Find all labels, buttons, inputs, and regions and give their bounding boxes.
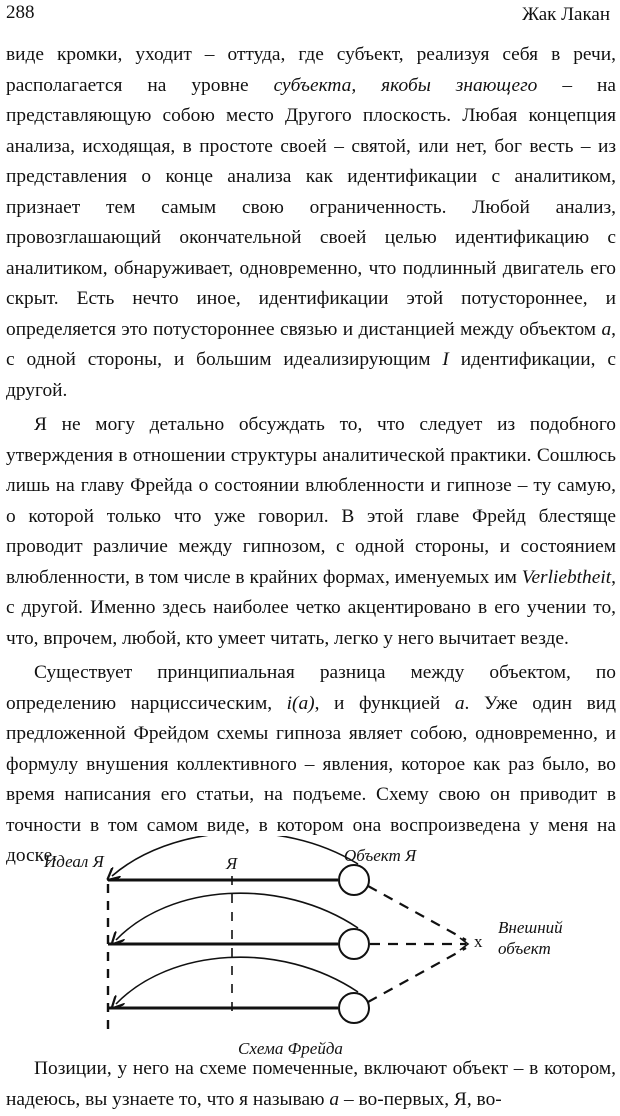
dash-to-x-top — [368, 886, 466, 940]
arc-middle — [116, 893, 358, 940]
text-run: , с другой. Именно здесь наиболее четко акцентировано в его учении то, что, впрочем, любой, кто умеет читать, легко у него вычитает везде. — [6, 566, 616, 649]
paragraph — [6, 40, 616, 406]
dash-to-x-bottom — [368, 948, 466, 1002]
italic-term: Verliebtheit — [521, 566, 612, 588]
italic-term: а — [329, 1088, 340, 1110]
text-run: идентификации, с другой. — [6, 349, 616, 401]
italic-term: а — [454, 692, 465, 714]
italic-term: i(a) — [286, 692, 315, 714]
italic-term: I — [442, 349, 449, 370]
text-run: – во-первых, Я, во- — [339, 1088, 502, 1110]
text-run: Я не могу детально обсуждать то, что следует из подобного утверждения в отношении структуры аналитической практики. Сошлюсь лишь на главу Фрейда о состоянии влюбленности и гипнозе – ту самую, о которой только что уже говорил. В этой главе Фрейд блестяще проводит различие между гипнозом, с одной стороны, и состоянием влюбленности, в том числе в крайних формах, именуемых им — [6, 414, 616, 588]
page-header — [0, 0, 620, 36]
page-number: 288 — [6, 2, 35, 23]
label-ego: Я — [226, 854, 238, 873]
object-circle-top — [339, 865, 369, 895]
running-head: Жак Лакан — [522, 4, 610, 25]
text-run: – на представляющую собою место Другого плоскость. Любая концепция анализа, исходящая, в простоте своей – святой, или нет, бог весть – из представления о конце анализа как идентификации с аналитиком, признает тем самым свою ограниченность. Любой анализ, провозглашающий окончательной своей целью идентификацию с аналитиком, обнаруживает, одновременно, что подлинный двигатель его скрыт. Есть нечто иное, идентификации этой потустороннее, и определяется это потустороннее связью и дистанцией между объектом — [6, 74, 616, 340]
continuation-text — [6, 1054, 616, 1115]
label-external-1: Внешний — [498, 918, 563, 937]
text-run: . Уже один вид предложенной Фрейдом схемы гипноза являет собою, одновременно, и формулу внушения коллективного – явления, которое как раз было, во время написания его статьи, на подъеме. Схему свою он приводит в точности в том самом виде, в котором она воспроизведена у меня на доске. — [6, 692, 616, 866]
italic-term: субъекта, якобы знающего — [273, 74, 538, 96]
label-x: x — [474, 932, 483, 951]
paragraph — [6, 410, 616, 654]
text-run: , с одной стороны, и большим идеализирующим — [6, 318, 616, 370]
object-circle-bottom — [339, 993, 369, 1023]
freud-diagram — [20, 836, 600, 1062]
arc-bottom — [116, 957, 358, 1004]
text-run: , и функцией — [314, 692, 455, 714]
text-run: виде кромки, уходит – оттуда, где субъект, реализуя себя в речи, располагается на уровне — [6, 44, 616, 96]
italic-term: а — [601, 318, 612, 340]
body-text — [6, 40, 616, 872]
label-object-ego: Объект Я — [344, 846, 417, 865]
text-run: Позиции, у него на схеме помеченные, включают объект – в котором, надеюсь, вы узнаете то, что я называю — [6, 1058, 616, 1110]
object-circle-middle — [339, 929, 369, 959]
label-external-2: объект — [498, 939, 551, 958]
label-ideal-ego: Идеал Я — [44, 852, 104, 871]
diagram-caption: Схема Фрейда — [238, 1039, 343, 1058]
text-run: Существует принципиальная разница между объектом, по определению нарциссическим, — [6, 662, 616, 714]
paragraph — [6, 1054, 616, 1115]
